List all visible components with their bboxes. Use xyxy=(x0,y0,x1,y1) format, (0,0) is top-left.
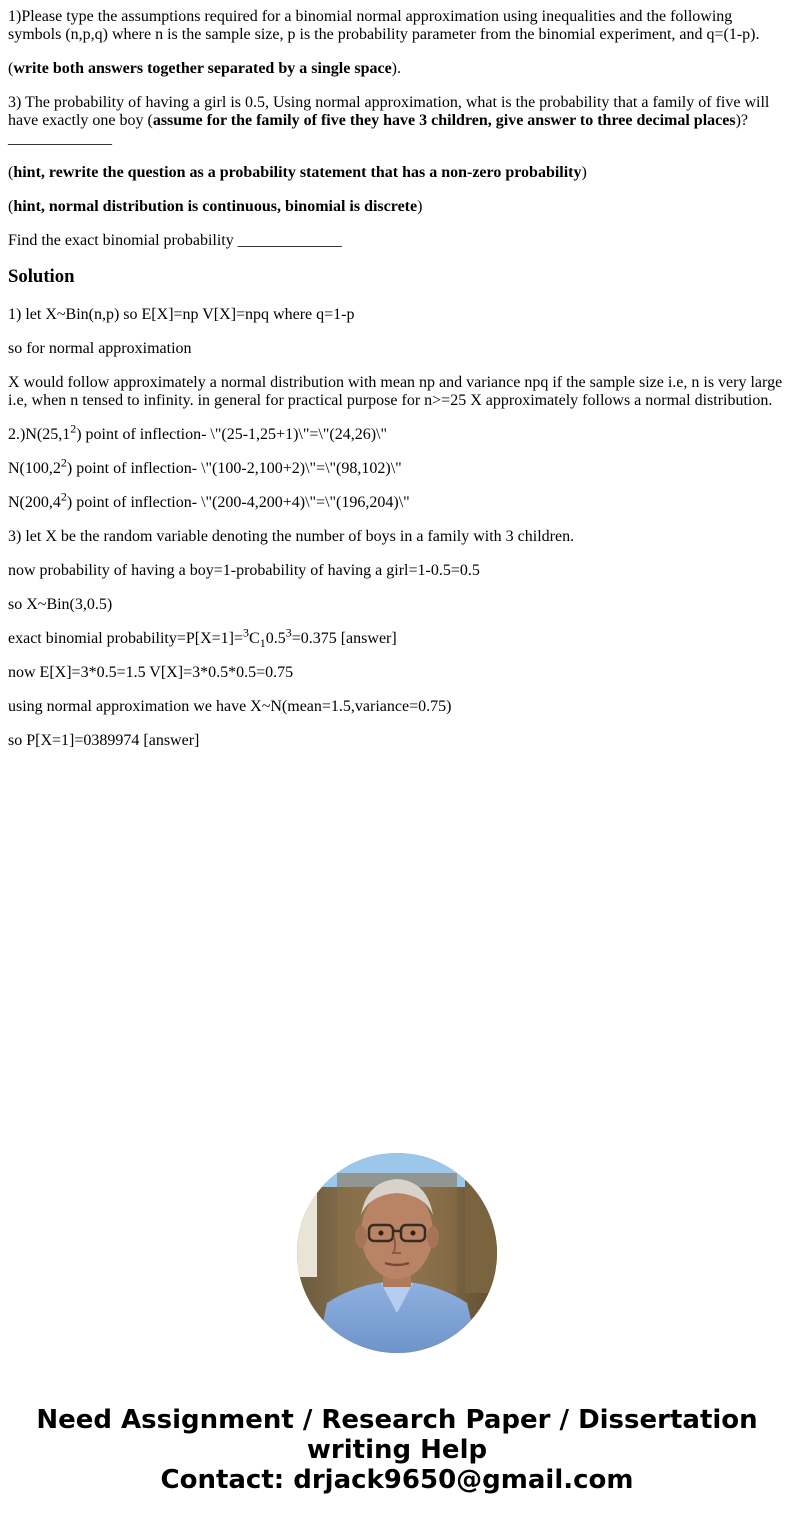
solution-step-5 xyxy=(8,562,786,580)
solution-step-6 xyxy=(8,596,786,614)
hint-1 xyxy=(8,164,786,182)
solution-step-9-text: so P[X=1]=0389974 [answer] xyxy=(8,732,200,749)
normal-1-pre: 2.)N(25,1 xyxy=(8,426,71,443)
question-1-text: 1)Please type the assumptions required for a binomial normal approximation using inequalities and the following symbols (n,p,q) where n is the sample size, p is the probability parameter from the binomial experiment, and q=(1-p). xyxy=(8,8,760,43)
solution-step-8 xyxy=(8,698,786,716)
question-3-end: )? _____________ xyxy=(8,112,748,147)
hint-2-bold: hint, normal distribution is continuous, binomial is discrete xyxy=(13,198,418,215)
normal-2 xyxy=(8,455,786,478)
paren-close: ) xyxy=(581,164,587,181)
exact-sub-k: 1 xyxy=(259,636,266,651)
normal-1-post: ) point of inflection- \"(25-1,25+1)\"=\"(24,26)\" xyxy=(76,426,387,443)
question-3 xyxy=(8,94,786,148)
normal-2-post: ) point of inflection- \"(100-2,100+2)\"=\"(98,102)\" xyxy=(66,460,402,477)
normal-3 xyxy=(8,489,786,512)
normal-2-pre: N(100,2 xyxy=(8,460,61,477)
author-avatar xyxy=(297,1153,497,1353)
solution-heading: Solution xyxy=(8,266,75,287)
exact-pre: exact binomial probability=P[X=1]= xyxy=(8,630,244,647)
footer-contact: Contact: drjack9650@gmail.com xyxy=(160,1465,634,1495)
solution-step-1 xyxy=(8,306,786,324)
paren-open: ( xyxy=(8,164,14,181)
footer-advertisement xyxy=(0,1405,794,1495)
solution-step-3-text: X would follow approximately a normal distribution with mean np and variance npq if the sample size i.e, n is very large i.e, when n tensed to infinity. in general for practical purpose for n>=25 X approximately follows a normal distribution. xyxy=(8,374,783,409)
avatar-illustration xyxy=(297,1153,497,1353)
paren-open: ( xyxy=(8,60,14,77)
normal-3-post: ) point of inflection- \"(200-4,200+4)\"=\"(196,204)\" xyxy=(66,494,410,511)
answer-instruction xyxy=(8,60,786,78)
paren-open: ( xyxy=(8,198,14,215)
footer-line-1: Need Assignment / Research Paper / Dissertation xyxy=(36,1405,758,1435)
question-1 xyxy=(8,8,786,44)
solution-step-4-text: 3) let X be the random variable denoting the number of boys in a family with 3 children. xyxy=(8,528,575,545)
solution-step-7 xyxy=(8,664,786,682)
normal-3-sup: 2 xyxy=(60,489,67,504)
exact-prompt xyxy=(8,232,786,250)
normal-3-pre: N(200,4 xyxy=(8,494,61,511)
solution-step-1-text: 1) let X~Bin(n,p) so E[X]=np V[X]=npq where q=1-p xyxy=(8,306,355,323)
solution-step-2 xyxy=(8,340,786,358)
solution-step-2-text: so for normal approximation xyxy=(8,340,192,357)
normal-1-sup: 2 xyxy=(70,421,77,436)
normal-2-sup: 2 xyxy=(60,455,67,470)
hint-2 xyxy=(8,198,786,216)
solution-step-5-text: now probability of having a boy=1-probability of having a girl=1-0.5=0.5 xyxy=(8,562,480,579)
document-content xyxy=(8,0,786,766)
question-3-start: 3) The probability of having a girl is 0.5, Using normal approximation, what is the probability that a family of five will have exactly one boy ( xyxy=(8,94,770,129)
paren-close: ) xyxy=(417,198,423,215)
exact-combination: C xyxy=(249,630,260,647)
solution-step-4 xyxy=(8,528,786,546)
normal-1 xyxy=(8,421,786,444)
instruction-bold: write both answers together separated by a single space xyxy=(13,60,392,77)
exact-prompt-text: Find the exact binomial probability _____________ xyxy=(8,232,342,249)
exact-binomial-line xyxy=(8,625,786,651)
solution-step-7-text: now E[X]=3*0.5=1.5 V[X]=3*0.5*0.5=0.75 xyxy=(8,664,294,681)
paren-close: ). xyxy=(391,60,401,77)
solution-step-9 xyxy=(8,732,786,750)
exact-post: =0.375 [answer] xyxy=(291,630,397,647)
exact-mid: 0.5 xyxy=(265,630,286,647)
footer-line-2: writing Help xyxy=(306,1435,488,1465)
solution-step-8-text: using normal approximation we have X~N(mean=1.5,variance=0.75) xyxy=(8,698,452,715)
exact-sup-power: 3 xyxy=(285,625,292,640)
solution-step-3 xyxy=(8,374,786,410)
question-3-bold: assume for the family of five they have 3 children, give answer to three decimal places xyxy=(152,112,736,129)
solution-step-6-text: so X~Bin(3,0.5) xyxy=(8,596,113,613)
hint-1-bold: hint, rewrite the question as a probability statement that has a non-zero probability xyxy=(13,164,582,181)
exact-sup-n: 3 xyxy=(243,625,250,640)
